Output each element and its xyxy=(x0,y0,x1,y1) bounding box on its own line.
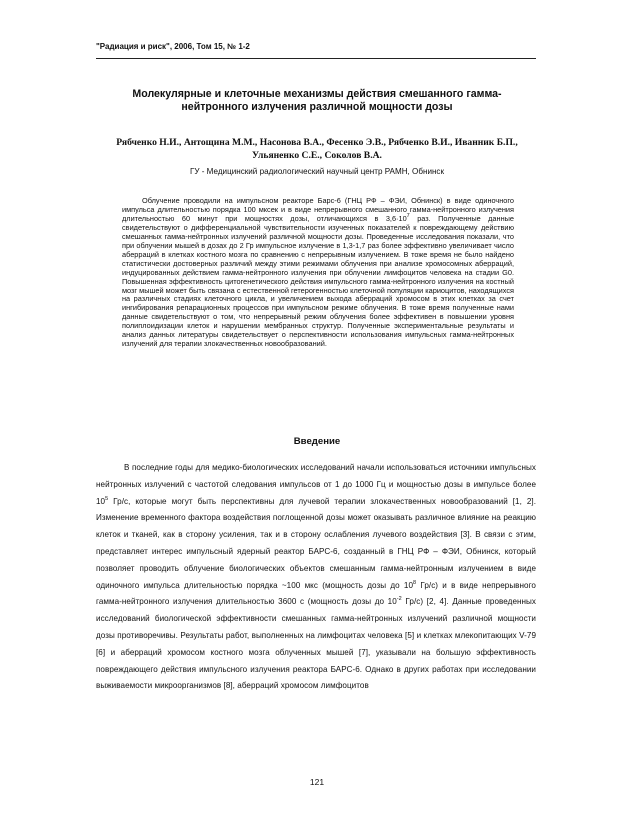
abstract-exponent: 7 xyxy=(406,212,410,219)
header-rule xyxy=(96,58,536,59)
affiliation: ГУ - Медицинский радиологический научный центр РАМН, Обнинск xyxy=(189,167,445,176)
authors: Рябченко Н.И., Антощина М.М., Насонова В.А., Фесенко Э.В., Рябченко В.И., Иванник Б.П., Ульяненко С.Е., Соколов В.А. xyxy=(116,137,518,161)
journal-header: "Радиация и риск", 2006, Том 15, № 1-2 xyxy=(96,42,250,51)
intro-exponent-1: 5 xyxy=(105,495,109,502)
intro-paragraph xyxy=(96,460,536,695)
abstract-text-2: раз. Полученные данные свидетельствуют о дифференциальной чувствительности изученных показателей к повреждающему действию смешанных гамма-нейтронных излучений различной мощности дозы. Проведенные исследования показали, что при облучении мышей в дозах до 2 Гр импульсное излучение в 1,3-1,7 раз более эффективно увеличивает число аберраций в клетках костного мозга по сравнению с непрерывным излучением. В тоже время не было найдено статистически достоверных различий между этими режимами облучения при анализе хромосомных аберраций, индуцированных действием гамма-нейтронного излучения при облучении лимфоцитов человека на стадии G0. Повышенная эффективность цитогенетического действия импульсного гамма-нейтронного излучения на костный мозг мышей может быть связана с естественной гетерогенностью клеточной популяции кариоцитов, находящихся на различных стадиях клеточного цикла, и увеличением выхода аберраций хромосом в этих клетках за счет ингибирования репарационных процессов при импульсном режиме облучения. В тоже время полученные нами данные свидетельствуют о том, что непрерывный режим облучения более эффективен в повышении уровня полиплоидизации клеток и нарушении мембранных структур. Полученные экспериментальные результаты и анализ данных литературы свидетельствует о перспективности использования импульсных гамма-нейтронных излучений для терапии злокачественных новообразований. xyxy=(122,213,514,349)
intro-text-2: Гр/с, которые могут быть перспективны для лучевой терапии злокачественных новообразований [1, 2]. Изменение временного фактора воздействия поглощенной дозы может оказывать различное влияние на реакцию клеток и тканей, как в сторону усиления, так и в сторону ослабления лучевого воздействия [3]. В связи с этим, представляет интерес импульсный ядерный реактор БАРС-6, созданный в ГНЦ РФ – ФЭИ, Обнинск, который позволяет проводить облучение биологических объектов смешанным гамма-нейтронным излучением в виде одиночного импульса длительностью порядка ~100 мкс (мощность дозы до 10 xyxy=(96,496,536,590)
article-title: Молекулярные и клеточные механизмы действия смешанного гамма-нейтронного излучения различной мощности дозы xyxy=(132,88,502,113)
page-number: 121 xyxy=(309,777,325,787)
abstract-text-1: Облучение проводили на импульсном реакторе Барс-6 (ГНЦ РФ – ФЭИ, Обнинск) в виде одиночного импульса длительностью порядка 100 мксек и в виде непрерывного смешанного гамма-нейтронного излучения длительностью 60 минут при мощностях дозы, отличающихся в 3,6·10 xyxy=(122,196,514,223)
intro-text-3: Гр/с) и в виде непрерывного гамма-нейтронного излучения длительностью 3600 с (мощность дозы до 10 xyxy=(96,580,536,607)
abstract xyxy=(122,197,514,349)
section-heading: Введение xyxy=(293,436,341,447)
intro-text-4: Гр/с) [2, 4]. Данные проведенных исследований биологической эффективности смешанных гамма-нейтронных излучений различной мощности дозы противоречивы. Результаты работ, выполненных на лимфоцитах человека [5] и клетках млекопитающих V-79 [6] и аберраций хромосом костного мозга облученных мышей [7], указывали на большую эффективность повреждающего действия импульсного излучения реактора БАРС-6. Однако в других работах при исследовании выживаемости микроорганизмов [8], аберраций хромосом лимфоцитов xyxy=(96,597,536,691)
intro-text-1: В последние годы для медико-биологических исследований начали использоваться источники импульсных нейтронных излучений с частотой следования импульсов от 1 до 1000 Гц и мощностью дозы в импульсе более 10 xyxy=(96,463,536,506)
intro-exponent-3: -2 xyxy=(396,596,402,603)
intro-exponent-2: 8 xyxy=(413,579,417,586)
